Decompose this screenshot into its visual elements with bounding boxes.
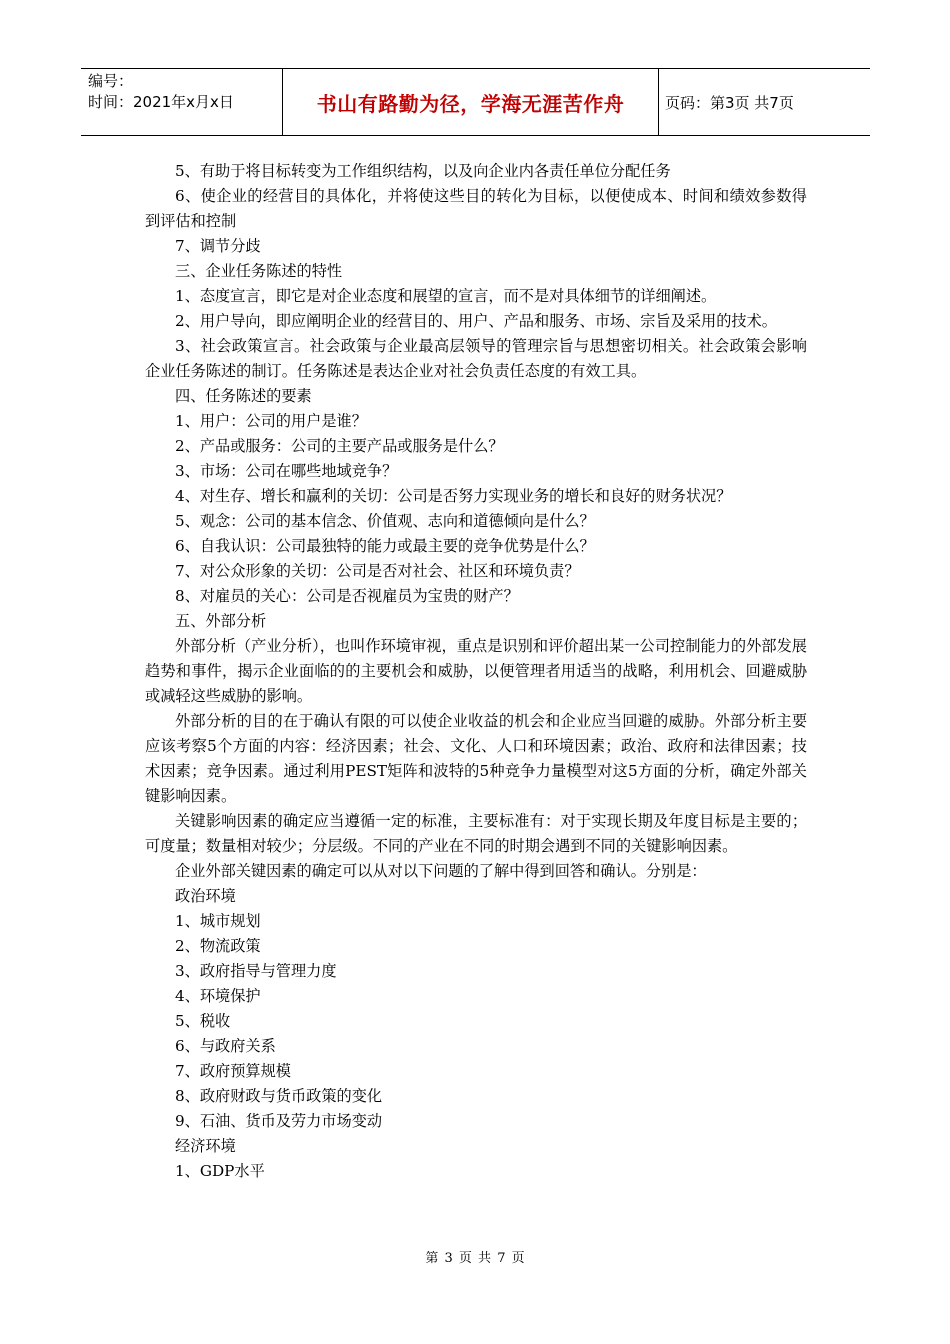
document-body (145, 159, 807, 1184)
header-motto-cell (283, 69, 659, 135)
paragraph: 3、市场：公司在哪些地域竞争？ (175, 462, 398, 480)
paragraph: 6、自我认识：公司最独特的能力或最主要的竞争优势是什么？ (175, 537, 595, 555)
page-footer: 第 3 页 共 7 页 (425, 1251, 525, 1266)
paragraph: 1、态度宣言，即它是对企业态度和展望的宣言，而不是对具体细节的详细阐述。 (175, 287, 717, 305)
paragraph: 7、对公众形象的关切：公司是否对社会、社区和环境负责？ (175, 562, 580, 580)
paragraph: 外部分析（产业分析），也叫作环境审视，重点是识别和评价超出某一公司控制能力的外部发展趋势和事件，揭示企业面临的的主要机会和威胁，以便管理者用适当的战略，利用机会、回避威胁或减轻这些威胁的影响。 (145, 637, 807, 705)
paragraph: 9、石油、货币及劳力市场变动 (175, 1112, 383, 1130)
page-info: 页码：第3页 共7页 (665, 93, 794, 112)
paragraph: 政治环境 (175, 887, 236, 905)
paragraph: 外部分析的目的在于确认有限的可以使企业收益的机会和企业应当回避的威胁。外部分析主要应该考察5个方面的内容：经济因素；社会、文化、人口和环境因素；政治、政府和法律因素；技术因素；竞争因素。通过利用PEST矩阵和波特的5种竞争力量模型对这5方面的分析，确定外部关键影响因素。 (145, 712, 807, 805)
paragraph: 5、有助于将目标转变为工作组织结构，以及向企业内各责任单位分配任务 (175, 162, 671, 180)
paragraph: 五、外部分析 (175, 612, 267, 630)
header-meta (81, 69, 283, 135)
paragraph: 2、用户导向，即应阐明企业的经营目的、用户、产品和服务、市场、宗旨及采用的技术。 (175, 312, 777, 330)
paragraph: 3、社会政策宣言。社会政策与企业最高层领导的管理宗旨与思想密切相关。社会政策会影响企业任务陈述的制订。任务陈述是表达企业对社会负责任态度的有效工具。 (145, 337, 807, 380)
paragraph: 3、政府指导与管理力度 (175, 962, 337, 980)
paragraph: 2、物流政策 (175, 937, 261, 955)
paragraph: 四、任务陈述的要素 (175, 387, 312, 405)
paragraph: 2、产品或服务：公司的主要产品或服务是什么？ (175, 437, 504, 455)
paragraph: 8、对雇员的关心：公司是否视雇员为宝贵的财产？ (175, 587, 519, 605)
paragraph: 4、环境保护 (175, 987, 261, 1005)
paragraph: 三、企业任务陈述的特性 (175, 262, 343, 280)
paragraph: 5、观念：公司的基本信念、价值观、志向和道德倾向是什么？ (175, 512, 595, 530)
motto: 书山有路勤为径，学海无涯苦作舟 (316, 91, 625, 116)
paragraph: 7、调节分歧 (175, 237, 261, 255)
paragraph: 8、政府财政与货币政策的变化 (175, 1087, 383, 1105)
paragraph: 5、税收 (175, 1012, 231, 1030)
date-line: 时间：2021年x月x日 (88, 93, 234, 111)
paragraph: 6、与政府关系 (175, 1037, 276, 1055)
paragraph: 1、用户：公司的用户是谁？ (175, 412, 367, 430)
paragraph: 企业外部关键因素的确定可以从对以下问题的了解中得到回答和确认。分别是： (175, 862, 707, 880)
paragraph: 关键影响因素的确定应当遵循一定的标准，主要标准有：对于实现长期及年度目标是主要的；可度量；数量相对较少；分层级。不同的产业在不同的时期会遇到不同的关键影响因素。 (145, 812, 807, 855)
paragraph: 经济环境 (175, 1137, 236, 1155)
page-header (81, 68, 870, 136)
paragraph: 4、对生存、增长和赢利的关切：公司是否努力实现业务的增长和良好的财务状况？ (175, 487, 732, 505)
header-page-info-cell (659, 69, 870, 135)
paragraph: 6、使企业的经营目的具体化，并将使这些目的转化为目标，以便使成本、时间和绩效参数得到评估和控制 (145, 187, 807, 230)
paragraph: 1、城市规划 (175, 912, 261, 930)
paragraph: 1、GDP水平 (175, 1162, 265, 1180)
paragraph: 7、政府预算规模 (175, 1062, 291, 1080)
serial-label: 编号： (88, 72, 134, 90)
